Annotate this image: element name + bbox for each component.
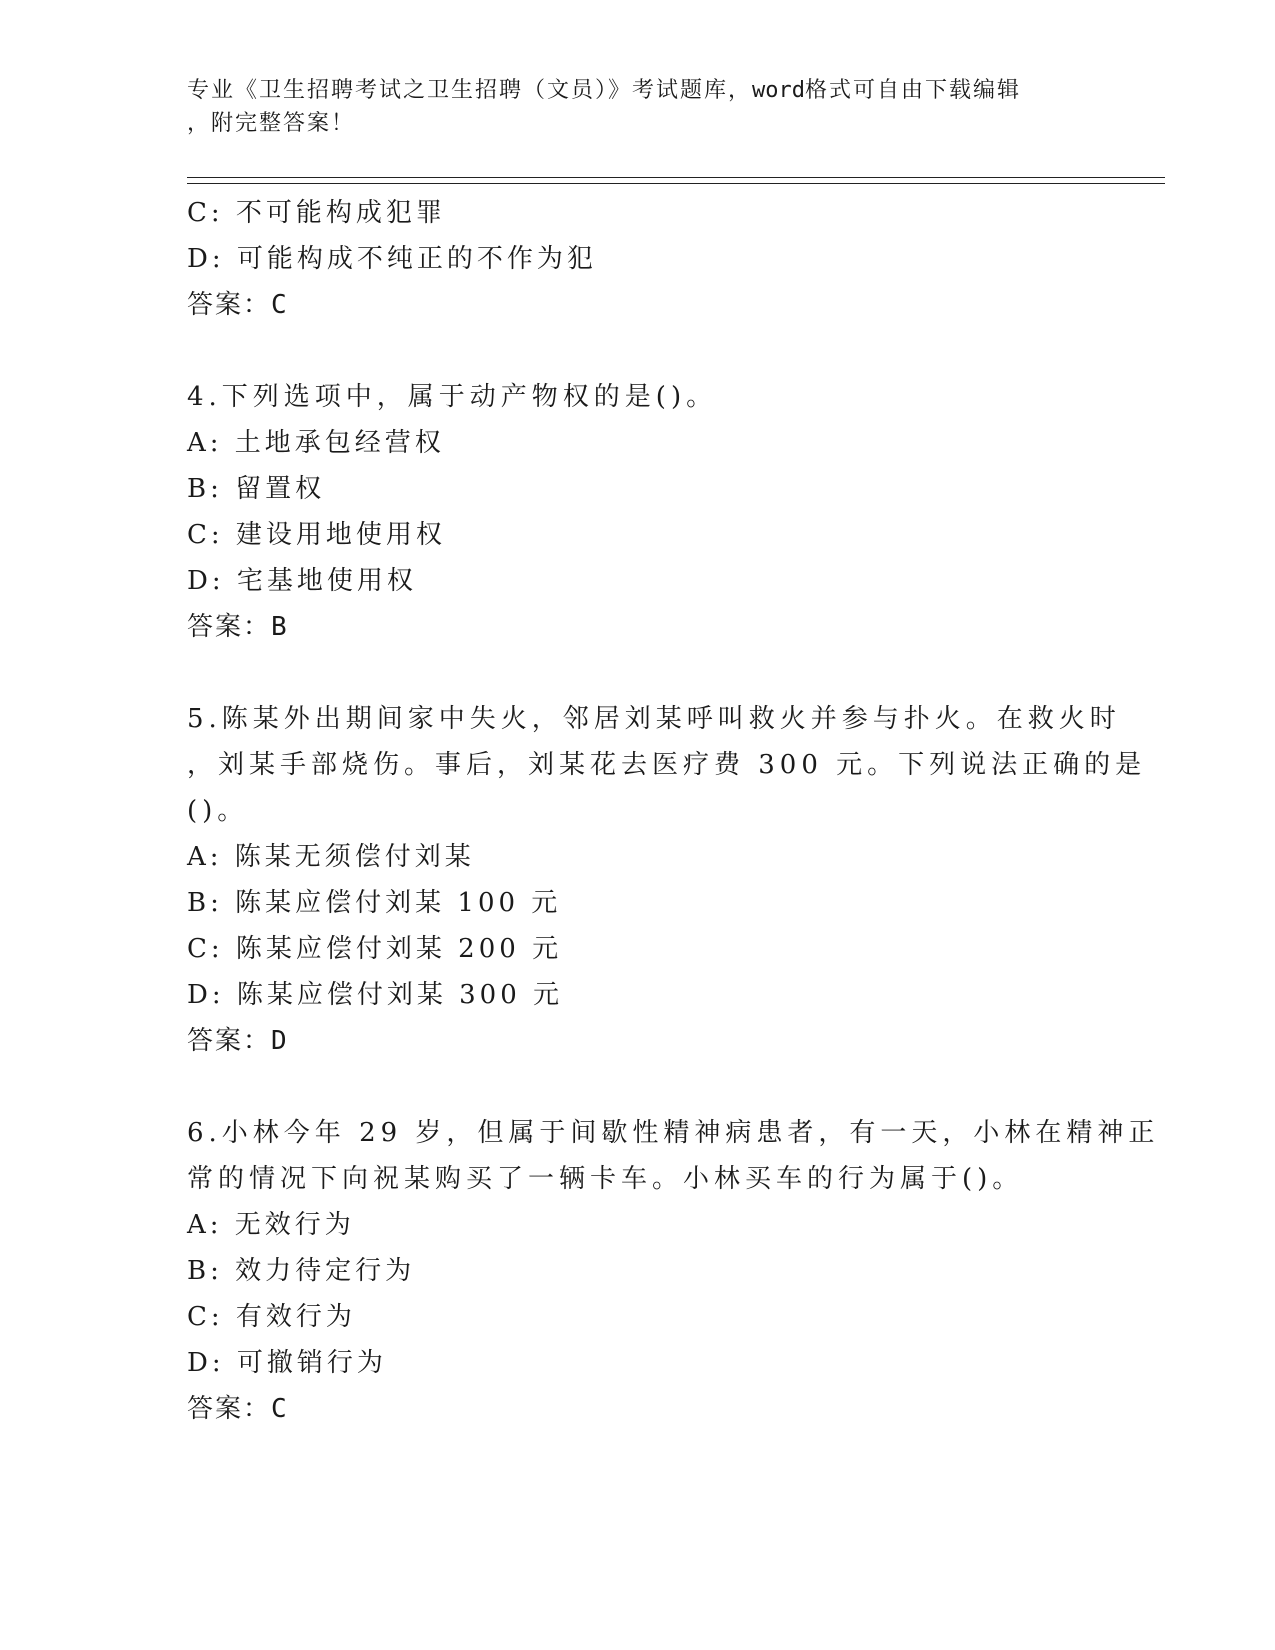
question-spacer (187, 328, 1087, 374)
q6-stem-line-1: 6.小林今年 29 岁，但属于间歇性精神病患者，有一天，小林在精神正 (187, 1118, 1160, 1148)
q5-stem-line-1: 5.陈某外出期间家中失火，邻居刘某呼叫救火并参与扑火。在救火时 (187, 704, 1121, 734)
q5-answer-label: 答案： (187, 1026, 272, 1056)
q6-option-a: A: 无效行为 (187, 1210, 355, 1240)
q4-option-d: D: 宅基地使用权 (187, 566, 417, 596)
q4-option-c: C: 建设用地使用权 (187, 520, 446, 550)
question-list (187, 190, 1160, 1432)
q4-answer-value: B (271, 612, 289, 642)
q6-option-d: D: 可撤销行为 (187, 1348, 387, 1378)
q4-option-a: A: 土地承包经营权 (187, 428, 445, 458)
question-6 (187, 1110, 1160, 1432)
q5-stem-line-3: ()。 (187, 796, 249, 826)
q5-answer-value: D (271, 1026, 289, 1056)
header-divider-bottom (187, 183, 1165, 184)
q5-option-c: C: 陈某应偿付刘某 200 元 (187, 934, 563, 964)
q5-answer (187, 1018, 1087, 1064)
question-spacer (187, 650, 1087, 696)
q3-option-c: C: 不可能构成犯罪 (187, 198, 446, 228)
question-5 (187, 696, 1147, 1064)
header-line-1 (187, 74, 1087, 107)
question-spacer (187, 1064, 1087, 1110)
q5-option-a: A: 陈某无须偿付刘某 (187, 842, 475, 872)
q3-answer (187, 282, 1087, 328)
q4-answer-label: 答案： (187, 612, 272, 642)
q4-answer (187, 604, 1087, 650)
q5-option-d: D: 陈某应偿付刘某 300 元 (187, 980, 564, 1010)
q6-stem-line-2: 常的情况下向祝某购买了一辆卡车。小林买车的行为属于()。 (187, 1164, 1024, 1194)
document-header (187, 74, 1087, 140)
question-3-continued (187, 190, 1087, 328)
q4-option-b: B: 留置权 (187, 474, 326, 504)
q5-stem-line-2: ，刘某手部烧伤。事后，刘某花去医疗费 300 元。下列说法正确的是 (187, 750, 1147, 780)
q3-answer-label: 答案： (187, 290, 272, 320)
header-line-2: ，附完整答案！ (187, 111, 356, 136)
q3-answer-value: C (271, 290, 289, 320)
q3-option-d: D: 可能构成不纯正的不作为犯 (187, 244, 597, 274)
q6-option-b: B: 效力待定行为 (187, 1256, 416, 1286)
header-text-pre: 专业《卫生招聘考试之卫生招聘（文员）》考试题库， (187, 78, 753, 103)
q4-stem: 4.下列选项中，属于动产物权的是()。 (187, 382, 718, 412)
q6-answer (187, 1386, 1087, 1432)
q6-option-c: C: 有效行为 (187, 1302, 356, 1332)
q5-option-b: B: 陈某应偿付刘某 100 元 (187, 888, 562, 918)
header-text-word: word (752, 78, 805, 103)
header-text-post: 格式可自由下载编辑 (805, 78, 1022, 103)
q6-answer-value: C (271, 1394, 289, 1424)
q6-answer-label: 答案： (187, 1394, 272, 1424)
question-4 (187, 374, 1087, 650)
header-divider-top (187, 177, 1165, 178)
